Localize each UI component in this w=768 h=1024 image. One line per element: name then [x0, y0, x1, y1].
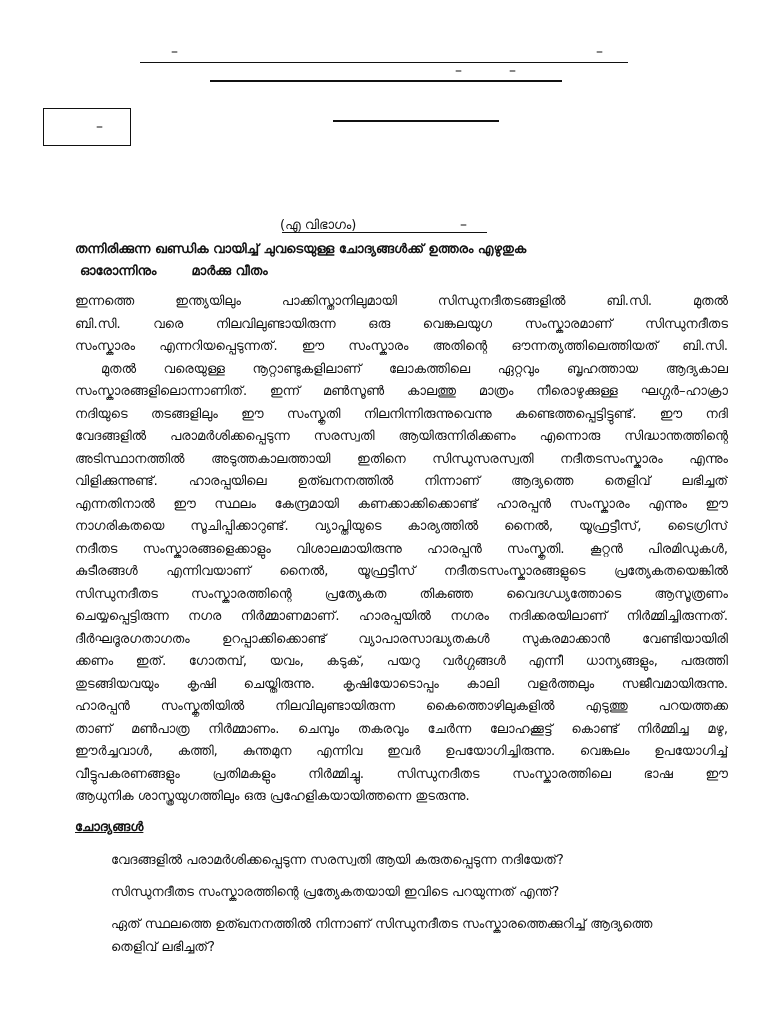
passage-line: തുടങ്ങിയവയും കൃഷി ചെയ്തിരുന്നു. കൃഷിയോടൊപ്പം കാലി വളർത്തലും സജീവമായിരുന്നു. [75, 676, 728, 692]
score-box-dash: – [96, 119, 103, 135]
passage-line: ഈർച്ചവാൾ, കത്തി, കുന്തമുന എന്നിവ ഇവർ ഉപയോഗിച്ചിരുന്നു. വെങ്കലം ഉപയോഗിച്ച് [75, 744, 728, 759]
header-dash-right: – [596, 44, 603, 60]
marks-note-part-a: ഓരോന്നിനും [80, 264, 157, 279]
header-rule-second [210, 80, 562, 82]
marks-note [80, 264, 268, 279]
header-dash-mid-2: – [509, 63, 516, 79]
instruction-text: തന്നിരിക്കുന്ന ഖണ്ഡിക വായിച്ച് ചുവടെയുള്ള ചോദ്യങ്ങൾക്ക് ഉത്തരം എഴുതുക [75, 242, 527, 257]
marks-note-part-b: മാർക്കു വീതം [191, 264, 268, 279]
header-dash-left: – [171, 44, 178, 60]
header-rule-top [140, 62, 628, 63]
passage-line: കുടീരങ്ങൾ എന്നിവയാണ് നൈൽ, യൂഫ്രട്ടീസ് നദീതടസംസ്കാരങ്ങളുടെ പ്രത്യേകതയെങ്കിൽ [75, 564, 728, 579]
passage-line: നദിയുടെ തടങ്ങളിലും ഈ സംസ്കൃതി നിലനിന്നിരുന്നുവെന്നു കണ്ടെത്തപ്പെട്ടിട്ടുണ്ട്. ഈ നദി [75, 406, 728, 422]
passage-line: ക്കണം ഇത്. ഗോതമ്പ്, യവം, കടുക്, പയറു വർഗ്ഗങ്ങൾ എന്നീ ധാന്യങ്ങളും, പരുത്തി [75, 654, 728, 669]
passage-line: എന്നതിനാൽ ഈ സ്ഥലം കേന്ദ്രമായി കണക്കാക്കിക്കൊണ്ട് ഹാരപ്പൻ സംസ്കാരം എന്നും ഈ [75, 496, 728, 512]
passage-line: വേദങ്ങളിൽ പരാമർശിക്കപ്പെടുന്ന സരസ്വതി ആയിരുന്നിരിക്കണം എന്നൊരു സിദ്ധാന്തത്തിന്റെ [75, 429, 728, 444]
passage-line: നദീതട സംസ്കാരങ്ങളെക്കാളും വിശാലമായിരുന്നു ഹാരപ്പൻ സംസ്കൃതി. കൂറ്റൻ പിരമിഡുകൾ, [75, 541, 728, 557]
section-title-text: (എ വിഭാഗം) [280, 218, 357, 233]
passage-line: അടിസ്ഥാനത്തിൽ അടുത്തകാലത്തായി ഇതിനെ സിന്ധുസരസ്വതി നദീതടസംസ്കാരം എന്നും [75, 451, 728, 467]
passage-line: വീട്ടുപകരണങ്ങളും പ്രതിമകളും നിർമ്മിച്ചു. സിന്ധുനദീതട സംസ്കാരത്തിലെ ഭാഷ ഈ [75, 766, 728, 782]
passage-line: മുതൽ വരെയുള്ള നൂറ്റാണ്ടുകളിലാണ് ലോകത്തിലെ ഏറ്റവും ബൃഹത്തായ ആദ്യകാല [101, 361, 728, 377]
passage-line: നാഗരികതയെ സൂചിപ്പിക്കാറുണ്ട്. വ്യാപ്തിയുടെ കാര്യത്തിൽ നൈൽ, യൂഫ്രട്ടീസ്, ടൈഗ്രിസ് [75, 519, 728, 534]
title-underline [333, 120, 499, 122]
passage-line: ദീർഘദൂരഗതാഗതം ഉറപ്പാക്കിക്കൊണ്ട് വ്യാപാരസാദ്ധ്യതകൾ സുകരമാക്കാൻ വേണ്ടിയായിരി [75, 631, 728, 647]
question-3: ഏത് സ്ഥലത്തെ ഉത്ഖനനത്തിൽ നിന്നാണ് സിന്ധുനദീതട സംസ്കാരത്തെക്കുറിച്ച് ആദ്യത്തെ തെളിവ് ലഭിച്ചത്? [111, 917, 653, 955]
score-box [43, 108, 131, 146]
passage-line: സംസ്കാരങ്ങളിലൊന്നാണിത്. ഇന്ന് മൺസൂൺ കാലത്തു മാത്രം നീരൊഴുക്കുള്ള ഘഗ്ഗർ–ഹാക്രാ [75, 384, 728, 399]
header-dash-mid-1: – [455, 63, 462, 79]
passage-line: ബി.സി. വരെ നിലവിലുണ്ടായിരുന്ന ഒരു വെങ്കലയുഗ സംസ്കാരമാണ് സിന്ധുനദീതട [75, 316, 728, 332]
question-2: സിന്ധുനദീതട സംസ്കാരത്തിന്റെ പ്രത്യേകതയായി ഇവിടെ പറയുന്നത് എന്ത്? [111, 885, 560, 900]
passage-line: സംസ്കാരം എന്നറിയപ്പെടുന്നത്. ഈ സംസ്കാരം അതിന്റെ ഔന്നത്യത്തിലെത്തിയത് ബി.സി. [75, 339, 728, 354]
passage-line: ഹാരപ്പൻ സംസ്കൃതിയിൽ നിലവിലുണ്ടായിരുന്ന കൈത്തൊഴിലുകളിൽ എടുത്തു പറയത്തക്ക [75, 699, 728, 714]
question-1: വേദങ്ങളിൽ പരാമർശിക്കപ്പെടുന്ന സരസ്വതി ആയി കരുതപ്പെടുന്ന നദിയേത്? [111, 853, 564, 868]
passage-line: വിളിക്കുന്നുണ്ട്. ഹാരപ്പയിലെ ഉത്ഖനനത്തിൽ നിന്നാണ് ആദ്യത്തെ തെളിവ് ലഭിച്ചത് [75, 474, 728, 489]
section-title-underline [282, 232, 487, 233]
section-title-dash: – [460, 217, 467, 233]
passage-line: ഇന്നത്തെ ഇന്ത്യയിലും പാക്കിസ്താനിലുമായി സിന്ധുനദീതടങ്ങളിൽ ബി.സി. മുതൽ [75, 294, 728, 309]
questions-heading: ചോദ്യങ്ങൾ [75, 820, 144, 835]
passage-line: താണ് മൺപാത്ര നിർമ്മാണം. ചെമ്പും തകരവും ചേർന്ന ലോഹക്കൂട്ട് കൊണ്ട് നിർമ്മിച്ച മഴു, [75, 721, 728, 737]
passage-line: സിന്ധുനദീതട സംസ്കാരത്തിന്റെ പ്രത്യേകത തികഞ്ഞ വൈദഗ്ധ്യത്തോടെ ആസൂത്രണം [75, 586, 728, 602]
passage-line: ചെയ്യപ്പെട്ടിരുന്ന നഗര നിർമ്മാണമാണ്. ഹാരപ്പയിൽ നഗരം നദിക്കരയിലാണ് നിർമ്മിച്ചിരുന്നത്. [75, 609, 728, 624]
passage-line: ആധുനിക ശാസ്ത്രയുഗത്തിലും ഒരു പ്രഹേളികയായിത്തന്നെ തുടരുന്നു. [75, 789, 470, 804]
section-title [280, 218, 356, 233]
passage [75, 291, 728, 809]
